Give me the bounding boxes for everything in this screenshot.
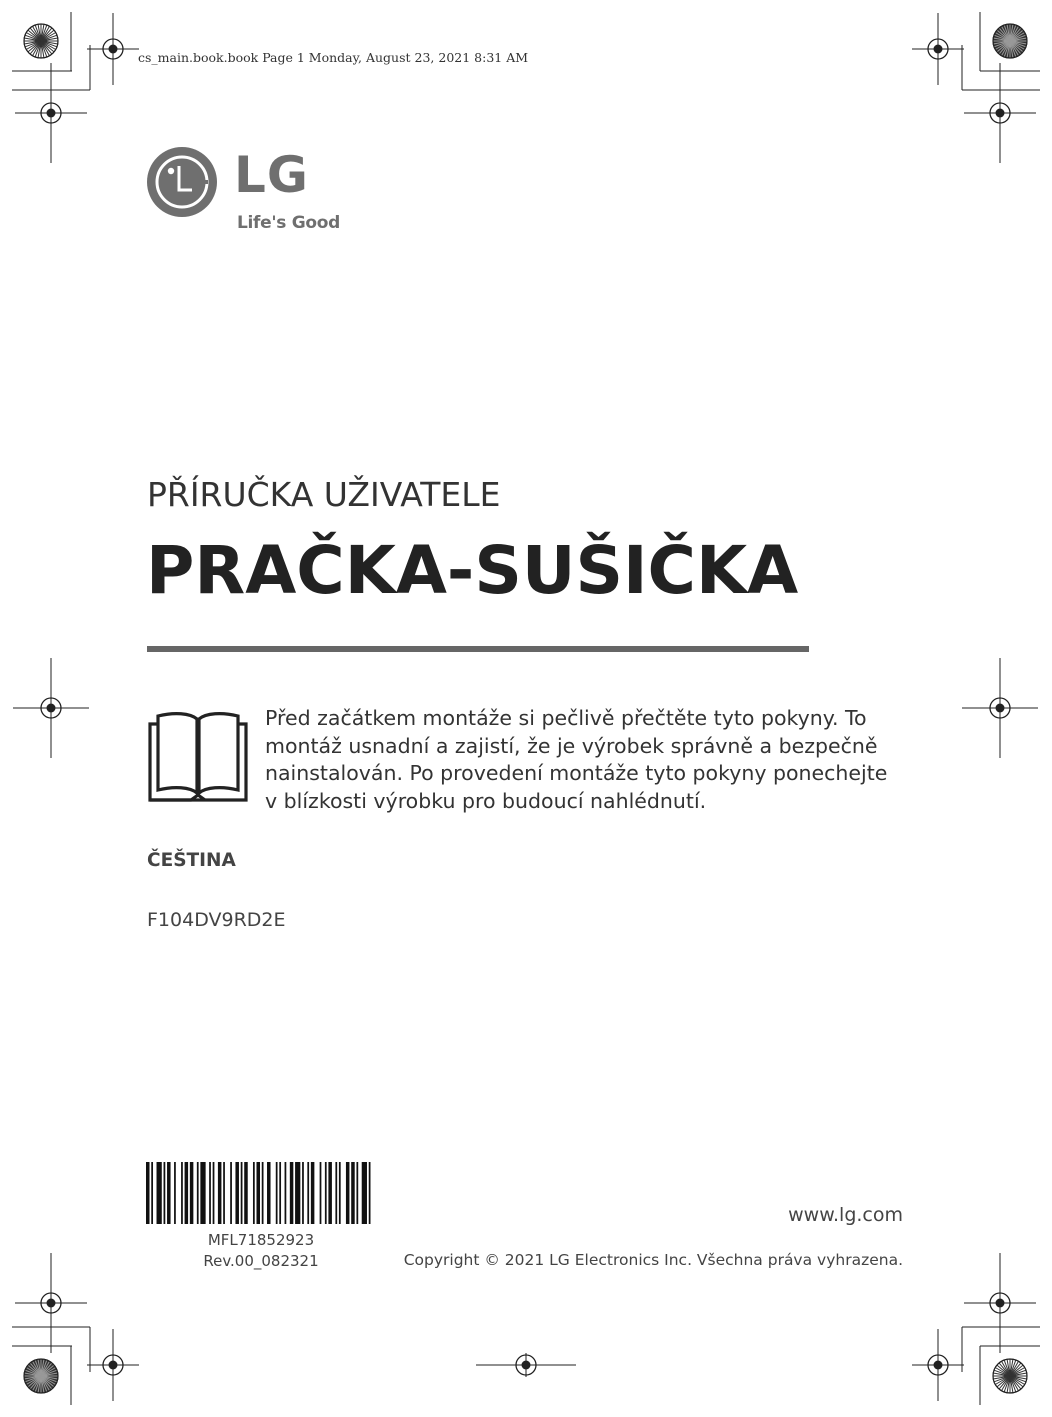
registration-mark xyxy=(964,1253,1036,1353)
registration-mark xyxy=(87,1329,139,1401)
barcode-bar xyxy=(262,1162,264,1224)
barcode-bar xyxy=(167,1162,171,1224)
lg-logo-icon xyxy=(146,146,218,218)
barcode-bar xyxy=(244,1162,248,1224)
barcode-bar xyxy=(151,1162,153,1224)
registration-mark xyxy=(15,63,87,163)
barcode-bar xyxy=(164,1162,166,1224)
barcode-bar xyxy=(241,1162,243,1224)
barcode-bar xyxy=(235,1162,239,1224)
barcode-bar xyxy=(223,1162,225,1224)
color-target-mark xyxy=(993,1359,1027,1393)
barcode-bar xyxy=(320,1162,322,1224)
barcode-bar xyxy=(174,1162,176,1224)
barcode-bar xyxy=(311,1162,315,1224)
barcode-bar xyxy=(285,1162,287,1224)
barcode-bar xyxy=(185,1162,189,1224)
barcode-bar xyxy=(197,1162,199,1224)
barcode-bar xyxy=(356,1162,358,1224)
color-target-mark xyxy=(24,24,58,58)
barcode-bar xyxy=(230,1162,232,1224)
barcode xyxy=(146,1162,374,1224)
part-number: MFL71852923 xyxy=(207,1231,315,1249)
language-label: ČEŠTINA xyxy=(147,850,236,871)
barcode-bar xyxy=(218,1162,222,1224)
registration-mark xyxy=(964,63,1036,163)
title-divider xyxy=(147,646,809,652)
brand-logo-text: LG xyxy=(234,146,309,204)
barcode-bar xyxy=(325,1162,327,1224)
barcode-bar xyxy=(146,1162,150,1224)
barcode-bar xyxy=(181,1162,183,1224)
registration-mark xyxy=(912,1329,964,1401)
barcode-bar xyxy=(190,1162,194,1224)
document-title: PRAČKA-SUŠIČKA xyxy=(146,532,799,609)
barcode-bar xyxy=(253,1162,255,1224)
barcode-bar xyxy=(369,1162,371,1224)
registration-mark xyxy=(87,13,139,85)
barcode-bar xyxy=(362,1162,367,1224)
barcode-bar xyxy=(267,1162,271,1224)
website-link[interactable]: www.lg.com xyxy=(788,1204,903,1226)
barcode-bar xyxy=(346,1162,350,1224)
color-target-mark xyxy=(24,1359,58,1393)
barcode-bar xyxy=(157,1162,162,1224)
barcode-bar xyxy=(335,1162,337,1224)
registration-mark xyxy=(912,13,964,85)
barcode-bar xyxy=(200,1162,205,1224)
brand-tagline: Life's Good xyxy=(237,213,341,233)
barcode-bar xyxy=(290,1162,294,1224)
barcode-bar xyxy=(328,1162,332,1224)
print-slug-line: cs_main.book.book Page 1 Monday, August 23, 2021 8:31 AM xyxy=(138,50,529,65)
registration-mark xyxy=(13,658,89,758)
revision-code: Rev.00_082321 xyxy=(203,1252,319,1270)
color-target-mark xyxy=(993,24,1027,58)
barcode-bar xyxy=(276,1162,278,1224)
barcode-bar xyxy=(213,1162,215,1224)
model-number: F104DV9RD2E xyxy=(147,909,286,931)
registration-mark xyxy=(15,1253,87,1353)
intro-paragraph: Před začátkem montáže si pečlivě přečtěte tyto pokyny. To montáž usnadní a zajistí, že je výrobek správně a bezpečně nainstalován. Po provedení montáže tyto pokyny ponechejte v blízkosti výrobku pro budoucí nahlédnutí. xyxy=(265,706,888,813)
barcode-bar xyxy=(351,1162,355,1224)
barcode-bar xyxy=(302,1162,304,1224)
barcode-bar xyxy=(339,1162,341,1224)
document-subtitle: PŘÍRUČKA UŽIVATELE xyxy=(147,475,501,514)
barcode-bar xyxy=(295,1162,300,1224)
barcode-bar xyxy=(209,1162,211,1224)
copyright-notice: Copyright © 2021 LG Electronics Inc. Všechna práva vyhrazena. xyxy=(403,1251,903,1269)
registration-mark xyxy=(476,1353,576,1377)
open-book-icon xyxy=(146,710,250,804)
barcode-bar xyxy=(256,1162,260,1224)
barcode-bar xyxy=(279,1162,281,1224)
barcode-bar xyxy=(307,1162,309,1224)
registration-mark xyxy=(962,658,1038,758)
